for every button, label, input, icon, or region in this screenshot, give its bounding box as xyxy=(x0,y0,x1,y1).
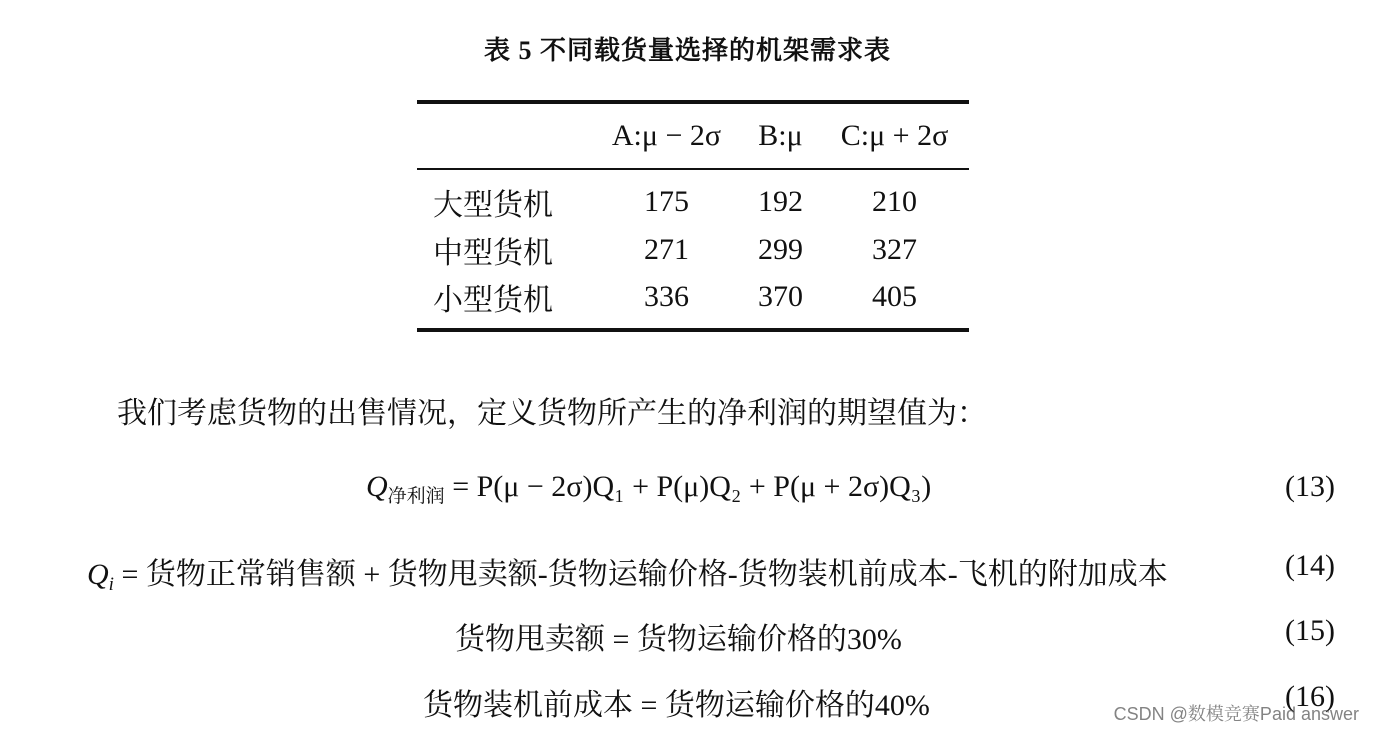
equation-rhs: = 货物正常销售额 + 货物甩卖额-货物运输价格-货物装机前成本-飞机的附加成本 xyxy=(113,558,1168,591)
row-label: 小型货机 xyxy=(433,284,553,317)
table-cell: 175 xyxy=(643,185,689,218)
equation-16: 货物装机前成本 = 货物运输价格的40% xyxy=(423,689,930,722)
row-label: 中型货机 xyxy=(433,237,553,270)
table-row xyxy=(417,169,969,226)
equation-variable: Q xyxy=(366,470,388,503)
table-cell: 210 xyxy=(872,185,918,218)
equation-14 xyxy=(87,549,1168,593)
table-cell: 370 xyxy=(757,280,803,313)
table-cell: 192 xyxy=(757,185,803,218)
watermark: CSDN @数模竞赛Paid answer xyxy=(1113,704,1359,724)
table-row xyxy=(417,226,969,274)
table-cell: 405 xyxy=(872,280,918,313)
table-header-cell: C:μ + 2σ xyxy=(840,119,949,152)
equation-number: (14) xyxy=(1285,549,1335,582)
rack-demand-table xyxy=(417,100,969,332)
body-paragraph: 我们考虑货物的出售情况，定义货物所产生的净利润的期望值为： xyxy=(117,397,987,430)
table-cell: 336 xyxy=(643,280,689,313)
table-cell: 299 xyxy=(757,233,803,266)
table-container xyxy=(417,100,969,332)
table-row xyxy=(417,274,969,330)
equation-number: (15) xyxy=(1285,614,1335,647)
equation-variable: Q xyxy=(87,558,109,591)
table-header-cell xyxy=(417,102,592,169)
row-label: 大型货机 xyxy=(433,189,553,222)
equation-15: 货物甩卖额 = 货物运输价格的30% xyxy=(455,623,902,656)
equation-number: (13) xyxy=(1285,470,1335,503)
equation-13 xyxy=(366,470,932,507)
table-header-row xyxy=(417,102,969,169)
equation-rhs: = P(μ − 2σ)Q₁ + P(μ)Q₂ + P(μ + 2σ)Q₃) xyxy=(444,470,932,503)
equation-subscript: 净利润 xyxy=(387,486,445,507)
table-cell: 327 xyxy=(872,233,918,266)
table-header-cell: B:μ xyxy=(758,119,803,152)
equation-subscript: i xyxy=(108,574,114,595)
table-header-cell: A:μ − 2σ xyxy=(611,119,722,152)
equation-number: (16) xyxy=(1285,680,1335,713)
table-caption: 表 5 不同载货量选择的机架需求表 xyxy=(483,36,891,65)
table-cell: 271 xyxy=(643,233,689,266)
